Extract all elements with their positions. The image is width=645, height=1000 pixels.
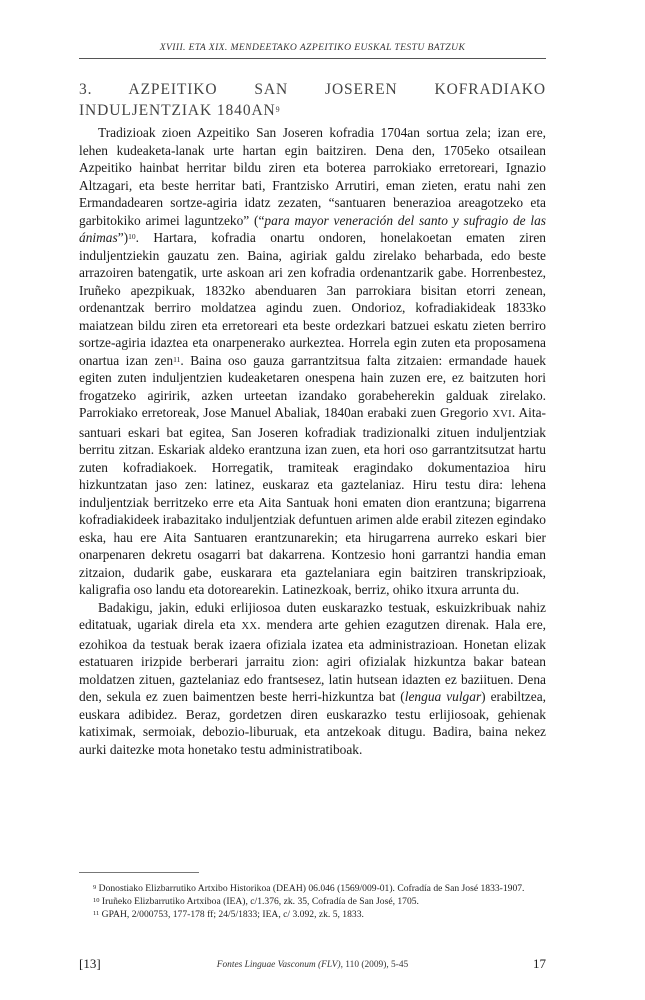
footnote xyxy=(79,882,546,895)
footnote-rule xyxy=(79,872,199,873)
footnotes xyxy=(79,882,546,921)
running-head: XVIII. ETA XIX. MENDEETAKO AZPEITIKO EUSKAL TESTU BATZUK xyxy=(159,42,466,53)
footnote-text: Donostiako Elizbarrutiko Artxibo Historikoa (DEAH) 06.046 (1569/009-01). Cofradía de San José 1833-1907. xyxy=(98,883,525,894)
text-run: ”) xyxy=(117,230,129,245)
section-title xyxy=(79,79,546,121)
text-run: . mendera arte gehien ezagutzen direnak. Hala ere, ezohikoa da testuak berak izaera ofiziala izatea eta administrazioan. Honetan elizak estatuaren irizpide berberari jarraitu zion: agiri ofizialak hizkuntza bakar batean moldatzen zituen, gaztelaniaz edo frantsesez, latin hutsean idazten ez baziituen. Dena den, sekula ez zuen baimentzen beste herri-hizkuntza bat ( xyxy=(79,617,546,704)
footnote-number: 9 xyxy=(93,884,97,891)
journal-citation xyxy=(79,960,546,970)
footnote xyxy=(79,895,546,908)
spanish-quote: para mayor veneración del santo y sufragio de las ánimas xyxy=(79,212,546,245)
paragraph xyxy=(79,599,546,759)
journal-issue: , 110 (2009), 5-45 xyxy=(340,960,409,970)
text-run: . Baina oso gauza garrantzitsua falta zitzaien: ermandade hauek egiten zuten induljentzien kudeaketaren onespena hain zuzen ere, ez baitzuten hori frogatzeko agiririk, azken urteetan izandako gorabeherekin galduak zirelako. Parrokiako erretoreak, Jose Manuel Abaliak, 1840an erabaki zuen Gregorio xyxy=(79,352,546,420)
footnote-number: 11 xyxy=(93,910,100,917)
text-run: . Hartara, kofradia onartu ondoren, honelakoetan ematen ziren induljentziekin gauzatu zen. Baina, agiriak galdu zirelako beharbada, edo beste arrazoiren batengatik, urte askoan ari zen kofradia ordenantzarik gabe. Horrenbestez, Iruñeko apezpikuak, 1832ko abenduaren 3an parrokiara bisitan etorri zenean, ordenantzak berriro moldatzea agindu zuen. Ondorioz, kofradiakideak 1833ko maiatzean bildu ziren eta erretoreari eta beste ordezkari batzuei eskatu zieten berriro sortze-agiria idaztea eta onarpenerako aurkeztea. Horrela egin zuten eta proposamena onartua izan zen xyxy=(79,230,546,368)
text-run: Badakigu, jakin, eduki erlijiosoa duten euskarazko testuak, eskuizkribuak nahiz editatuak, ugariak direla eta xyxy=(79,599,546,632)
footnote-ref: 9 xyxy=(275,105,280,114)
footnote xyxy=(79,908,546,921)
text-run: . Aita-santuari eskari bat egitea, San Joseren kofradiak tradizionalki zituen induljentziak berritu zitzan. Eskariak aldeko erantzuna izan zuen, eta hori oso garrantzitsutzat hartu zuten kofradiakoek. Horregatik, tramiteak eragindako dokumentazioa hiru hizkuntzatan jaso zen: latinez, euskaraz eta gaztelaniaz. Hiru testu dira: lehena induljentziak berritzeko erre eta Aita Santuak honi ematen dion erantzuna; bigarrena kofradiakideek irabazitako induljentziak defuntuen arimen alde erabil zitezen egindako eska, hau ere Aita Santuaren erantzunarekin; eta hirugarrena aurreko eskari bier onarpenaren dekretu osagarri bat dakarrena. Kontzesio honi garrantzi handia eman zitzaion, dudarik gabe, euskarara eta gaztelaniara egin baitziren transkripzioak, kaligrafia oso landu eta dotorearekin. Latinezkoak, berriz, ohiko itxura arrunta du. xyxy=(79,405,546,597)
body-text xyxy=(79,124,546,758)
folio-bracket-number: [13] xyxy=(79,956,101,971)
footnote-text: Iruñeko Elizbarrutiko Artxiboa (IEA), c/1.376, zk. 35, Cofradía de San José, 1705. xyxy=(101,896,419,907)
text-run: Tradizioak zioen Azpeitiko San Joseren kofradia 1704an sortua zela; izan ere, lehen kudeaketa-lanak urte hartan egin baitziren. Dena den, 1705eko otsailean Azpeitiko hainbat herritar bildu ziren eta boterea parrokiako erretoreari, Ignazio Altzagari, eta beste herritar bati, Frantzisko Arrutiri, eman zieten, eratu nahi zen Ermandadearen sortze-agiria idatz zezaten, “santuaren benerazioa areagotzeko eta garbitokiko arimei laguntzeko” (“ xyxy=(79,125,546,228)
journal-title: Fontes Linguae Vasconum (FLV) xyxy=(216,960,341,970)
roman-numeral: XX xyxy=(241,621,258,632)
footnote-ref: 11 xyxy=(173,354,181,364)
text-run: ) erabiltzea, euskara adibidez. Beraz, gordetzen diren euskarazko testu erlijiosoak, gehienak katiximak, sermoiak, debozio-liburuak, eta antzekoak ditugu. Badira, baina nekez aurki daitezke mota honetako testu administratiboak. xyxy=(79,689,546,757)
section-title-text: 3. AZPEITIKO SAN JOSEREN KOFRADIAKO INDULJENTZIAK 1840AN xyxy=(79,81,546,119)
roman-numeral: XVI xyxy=(492,409,512,420)
footnote-ref: 10 xyxy=(128,232,136,241)
footnote-text: GPAH, 2/000753, 177-178 ff; 24/5/1833; IEA, c/ 3.092, zk. 5, 1833. xyxy=(101,909,364,920)
header-rule xyxy=(79,58,546,59)
page-number: 17 xyxy=(533,956,546,971)
footnote-number: 10 xyxy=(93,897,100,904)
italic-term: lengua vulgar xyxy=(404,689,482,704)
paragraph xyxy=(79,124,546,599)
